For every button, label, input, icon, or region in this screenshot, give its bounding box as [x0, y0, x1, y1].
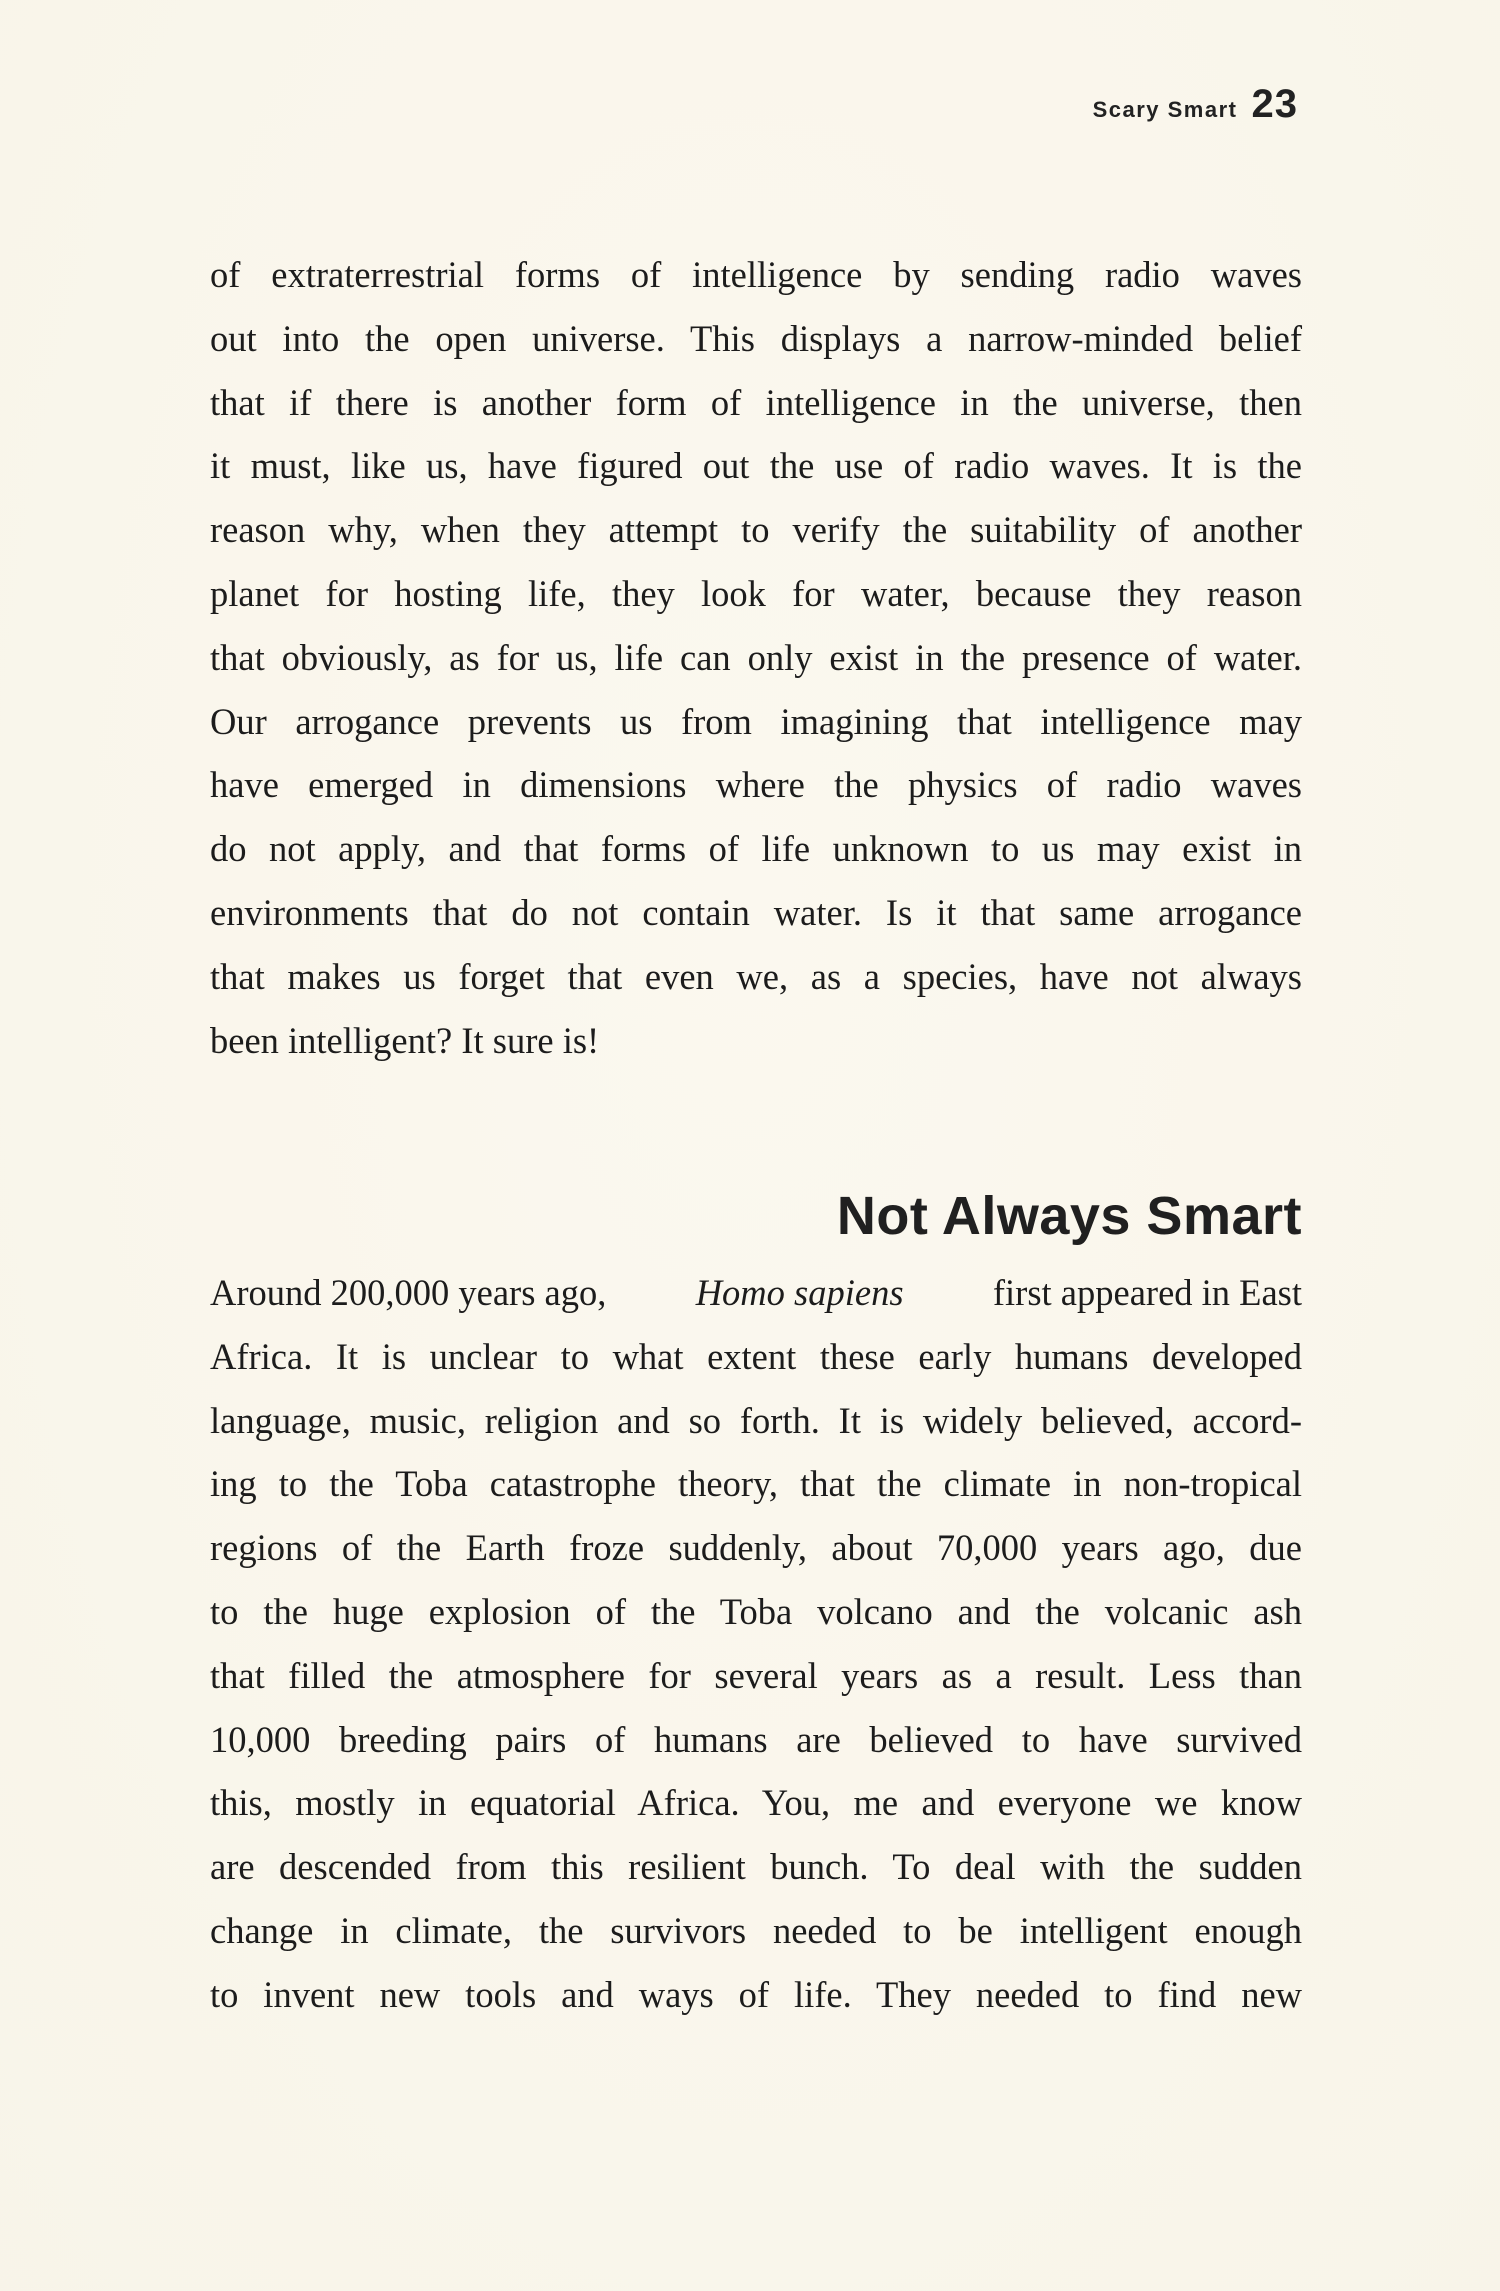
- text-line: are descended from this resilient bunch. To deal with the sudden: [210, 1846, 1302, 1888]
- running-title: Scary Smart: [1092, 97, 1238, 122]
- text-line: out into the open universe. This displays a narrow-minded belief: [210, 317, 1302, 359]
- text-line: environments that do not contain water. Is it that same arrogance: [210, 891, 1302, 933]
- text-line: ing to the Toba catastrophe theory, that the climate in non-tropical: [210, 1463, 1302, 1505]
- text-line: that makes us forget that even we, as a species, have not always: [210, 955, 1302, 997]
- text-line: that obviously, as for us, life can only exist in the presence of water.: [210, 636, 1302, 678]
- text-line: have emerged in dimensions where the physics of radio waves: [210, 764, 1302, 806]
- body-paragraph-2: [210, 1261, 1302, 2027]
- text-line: to the huge explosion of the Toba volcano and the volcanic ash: [210, 1590, 1302, 1632]
- text-line: [210, 1261, 1302, 1325]
- text-segment: Around 200,000 years ago,: [210, 1272, 607, 1313]
- section-heading: Not Always Smart: [836, 1186, 1302, 1246]
- text-line: 10,000 breeding pairs of humans are believed to have survived: [210, 1718, 1302, 1760]
- text-line: do not apply, and that forms of life unknown to us may exist in: [210, 828, 1302, 870]
- text-line: regions of the Earth froze suddenly, about 70,000 years ago, due: [210, 1527, 1302, 1569]
- text-line: this, mostly in equatorial Africa. You, me and everyone we know: [210, 1782, 1302, 1824]
- italic-species-name: Homo sapiens: [695, 1272, 904, 1313]
- text-segment: first appeared in East: [992, 1272, 1302, 1313]
- text-line: change in climate, the survivors needed to be intelligent enough: [210, 1909, 1302, 1951]
- text-line: it must, like us, have figured out the use of radio waves. It is the: [210, 445, 1302, 487]
- page-number: 23: [1251, 82, 1298, 126]
- text-line: of extraterrestrial forms of intelligence by sending radio waves: [210, 254, 1302, 295]
- text-line: Our arrogance prevents us from imagining that intelligence may: [210, 700, 1302, 742]
- text-line: Africa. It is unclear to what extent these early humans developed: [210, 1335, 1302, 1377]
- body-paragraph-1: [210, 243, 1302, 1072]
- text-line: language, music, religion and so forth. It is widely believed, accord-: [210, 1399, 1302, 1441]
- text-line: been intelligent? It sure is!: [210, 1019, 600, 1061]
- text-line: reason why, when they attempt to verify the suitability of another: [210, 509, 1302, 551]
- text-line: to invent new tools and ways of life. They needed to find new: [210, 1973, 1302, 2015]
- text-line: that if there is another form of intelligence in the universe, then: [210, 381, 1302, 423]
- text-line: planet for hosting life, they look for water, because they reason: [210, 572, 1302, 614]
- page-header: [1093, 82, 1298, 127]
- text-line: that filled the atmosphere for several years as a result. Less than: [210, 1654, 1302, 1696]
